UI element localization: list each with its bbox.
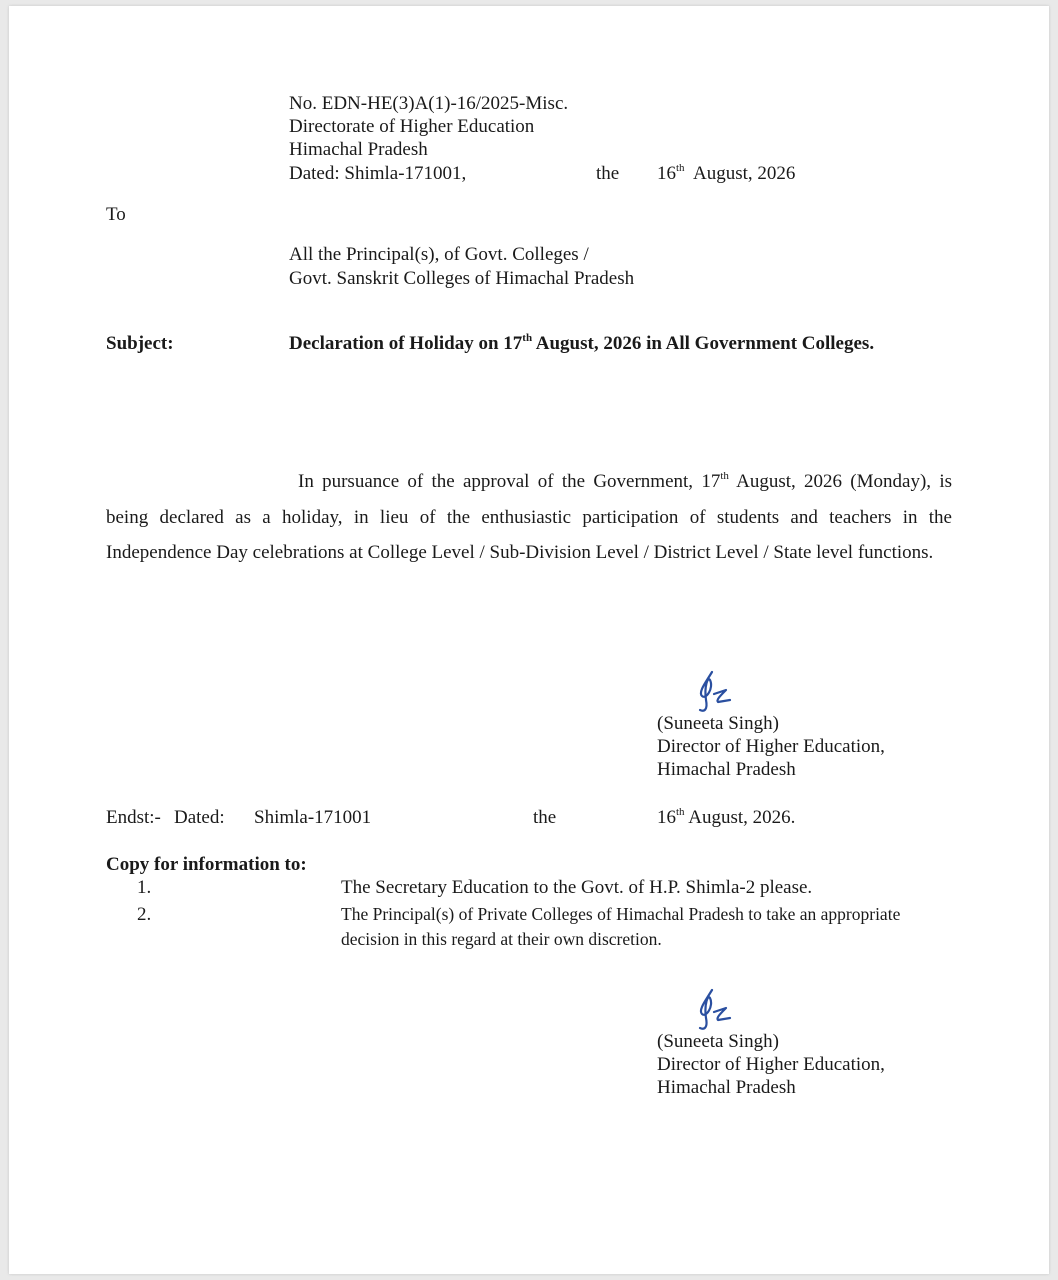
copy-item-2-text-line-2: decision in this regard at their own discretion. <box>341 929 662 949</box>
office-name: Directorate of Higher Education <box>289 116 535 137</box>
dated-label: Dated: Shimla-171001, <box>289 163 467 184</box>
to-label: To <box>106 204 126 225</box>
signature-2-mark <box>684 984 744 1032</box>
addressee-line-2: Govt. Sanskrit Colleges of Himachal Pradesh <box>289 268 635 289</box>
body-paragraph: In pursuance of the approval of the Government, 17th August, 2026 (Monday), is being declared as a holiday, in lieu of the enthusiastic participation of students and teachers in the Independence Day celebrations at College Level / Sub-Division Level / District Level / State level functions. <box>106 470 952 563</box>
endst-place: Shimla-171001 <box>254 807 372 828</box>
signature-1-state: Himachal Pradesh <box>657 759 796 780</box>
copy-item-1-number: 1. <box>137 877 152 898</box>
copy-heading: Copy for information to: <box>106 854 307 875</box>
reference-number: No. EDN-HE(3)A(1)-16/2025-Misc. <box>289 93 569 114</box>
endst-dated: Dated: <box>174 807 225 828</box>
addressee-line-1: All the Principal(s), of Govt. Colleges / <box>289 244 589 265</box>
header-date: 16th August, 2026 <box>657 162 796 184</box>
endst-date: 16th August, 2026. <box>657 806 796 828</box>
endst-the: the <box>533 807 557 828</box>
signature-2-state: Himachal Pradesh <box>657 1077 796 1098</box>
office-state: Himachal Pradesh <box>289 139 428 160</box>
subject-text: Declaration of Holiday on 17th August, 2026 in All Government Colleges. <box>289 332 875 354</box>
signature-1-designation: Director of Higher Education, <box>657 736 885 757</box>
signature-1-name: (Suneeta Singh) <box>657 713 779 734</box>
copy-item-2-number: 2. <box>137 904 152 925</box>
signature-1-mark <box>684 666 744 714</box>
letter-page <box>9 6 1049 1274</box>
endst-label: Endst:- <box>106 807 161 828</box>
signature-2-name: (Suneeta Singh) <box>657 1031 779 1052</box>
copy-item-2-text-line-1: The Principal(s) of Private Colleges of Himachal Pradesh to take an appropriate <box>341 904 901 924</box>
copy-item-1-text: The Secretary Education to the Govt. of H.P. Shimla-2 please. <box>341 877 813 898</box>
signature-2-designation: Director of Higher Education, <box>657 1054 885 1075</box>
subject-label: Subject: <box>106 333 174 354</box>
dated-the: the <box>596 163 620 184</box>
